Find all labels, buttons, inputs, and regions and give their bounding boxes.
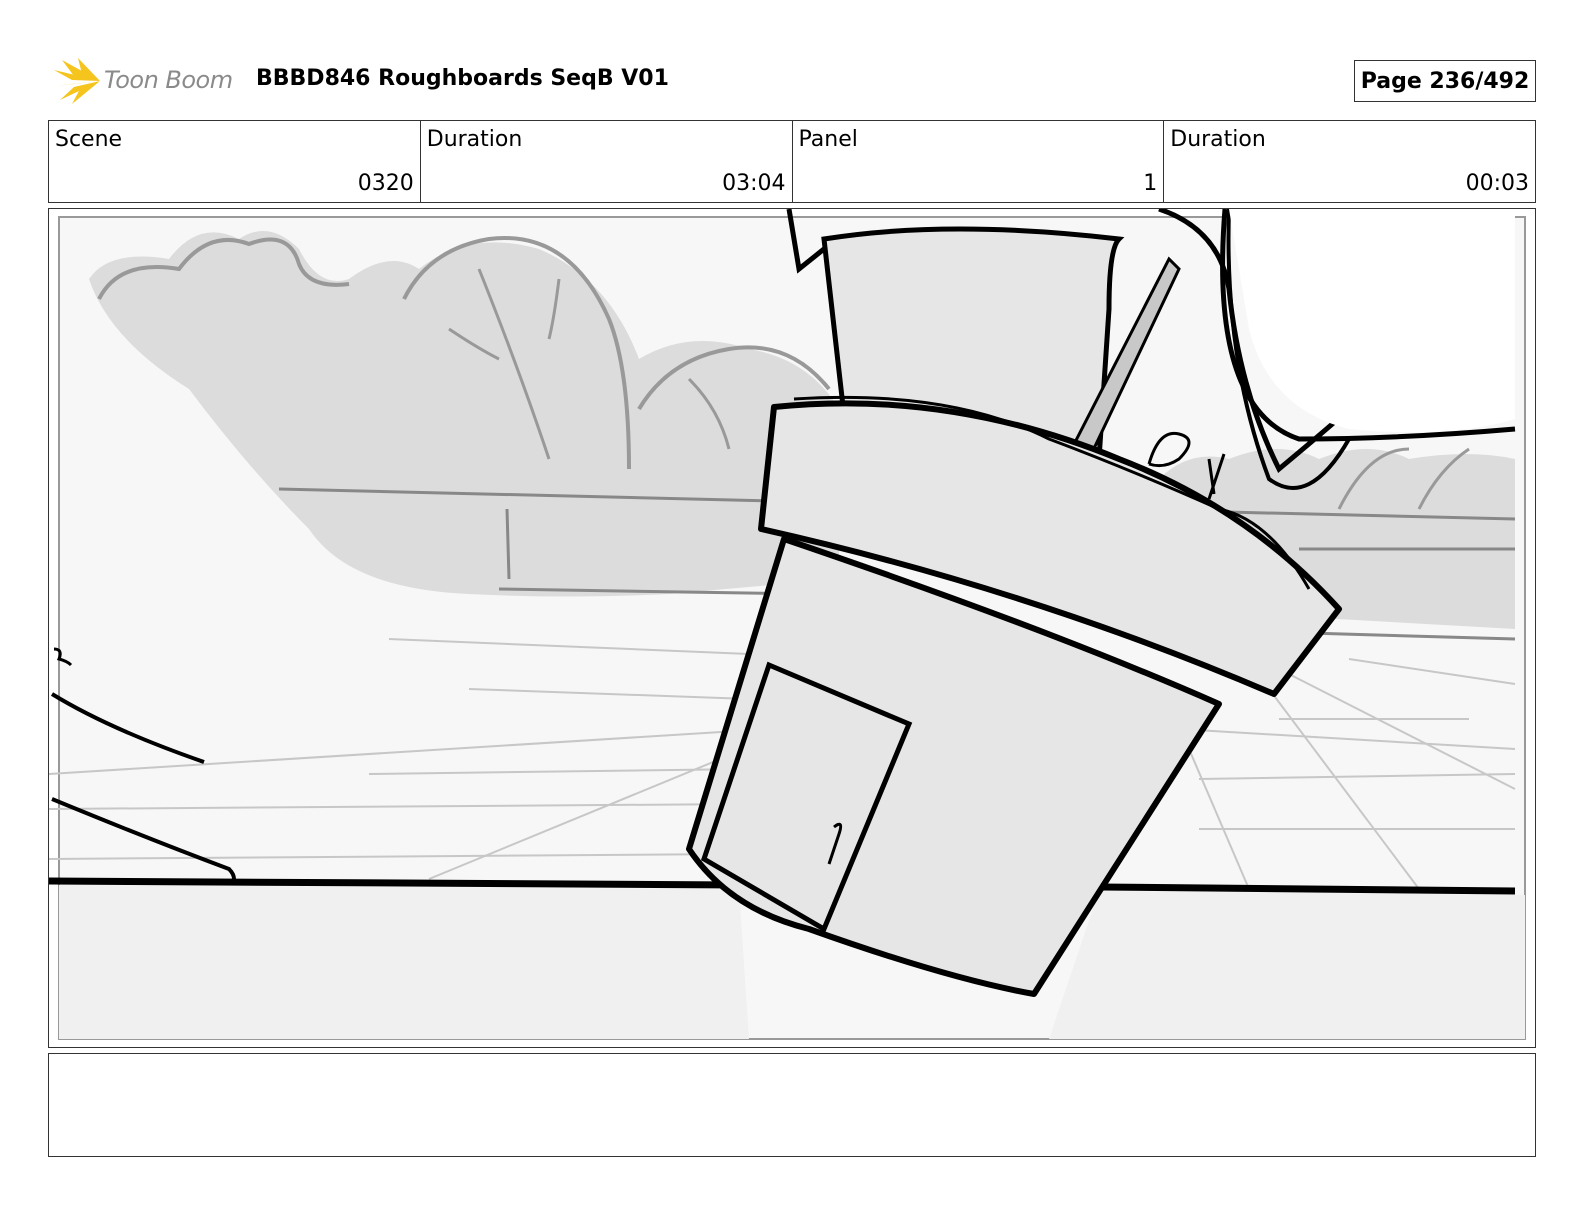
document-title: BBBD846 Roughboards SeqB V01 bbox=[256, 66, 669, 91]
scene-duration-value: 03:04 bbox=[722, 171, 786, 196]
panel-sketch bbox=[49, 209, 1537, 1049]
brand-name: Toon Boom bbox=[104, 66, 233, 94]
page-indicator: Page 236/492 bbox=[1354, 60, 1536, 102]
scene-label: Scene bbox=[55, 127, 123, 152]
toon-boom-logo bbox=[52, 56, 242, 106]
scene-duration-cell bbox=[421, 121, 793, 202]
scene-info-table bbox=[48, 120, 1536, 203]
panel-label: Panel bbox=[798, 127, 858, 152]
scene-value: 0320 bbox=[357, 171, 414, 196]
panel-duration-value: 00:03 bbox=[1465, 171, 1529, 196]
panel-duration-label: Duration bbox=[1170, 127, 1266, 152]
scene-duration-label: Duration bbox=[426, 127, 523, 152]
starburst-icon bbox=[52, 56, 102, 106]
panel-cell bbox=[793, 121, 1165, 202]
panel-notes bbox=[48, 1053, 1536, 1157]
scene-cell bbox=[49, 121, 421, 202]
storyboard-panel bbox=[48, 208, 1536, 1048]
panel-value: 1 bbox=[1143, 171, 1158, 196]
panel-duration-cell bbox=[1164, 121, 1535, 202]
